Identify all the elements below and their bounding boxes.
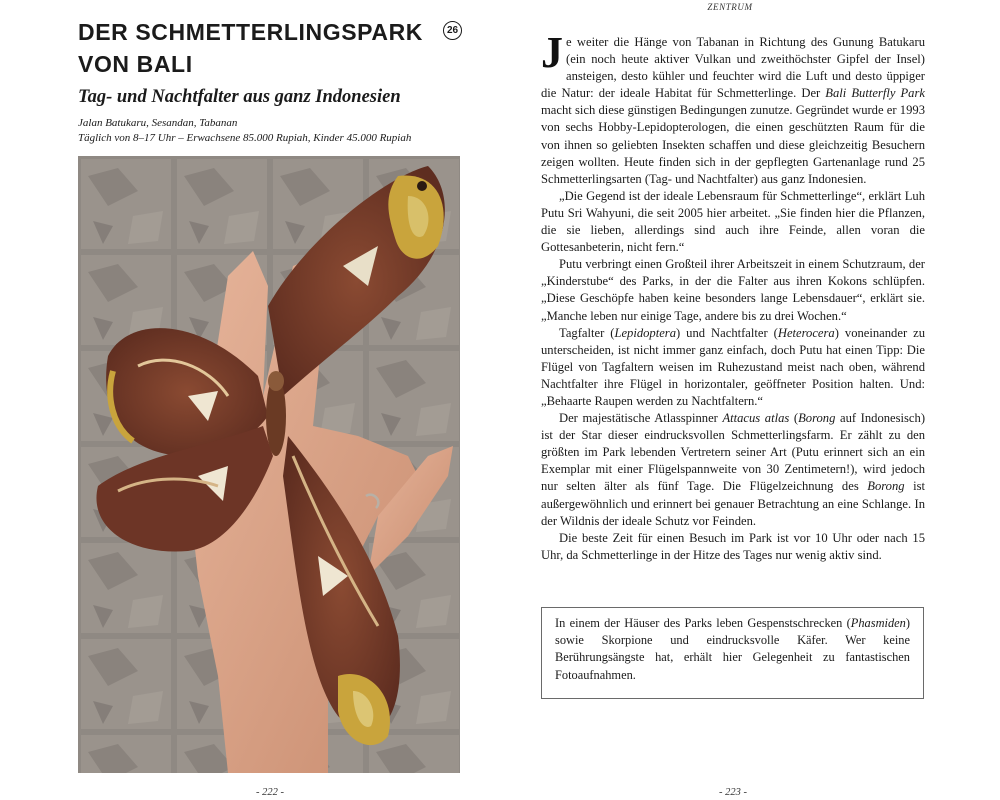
text-run: In einem der Häuser des Parks leben Gespenstschrecken ( (555, 616, 851, 630)
italic-text-run: Phasmiden (850, 616, 906, 630)
page-title: DER SCHMETTERLINGSPARK VON BALI (78, 19, 424, 77)
italic-text-run: Borong (867, 479, 905, 494)
hours-line: Täglich von 8–17 Uhr – Erwachsene 85.000 Rupiah, Kinder 45.000 Rupiah (78, 131, 412, 144)
page-number-left: - 222 - (256, 787, 284, 798)
text-run: „Die Gegend ist der ideale Lebensraum für Schmetterlinge“, erklärt Luh Putu Sri Wahyuni, die seit 2005 hier arbeitet. „Sie finden hier die Pflanzen, die sie lieben, allerdings sind auch ihre Feinde, allen voran die Gottesanbeterin, nicht fern.“ (541, 188, 925, 255)
article-body (541, 28, 926, 564)
text-run: ) sowie Skorpione und eindrucksvolle Käfer. Wer keine Berührungsängste hat, erhält hier Gelegenheit zu fantastischen Fotoaufnahmen. (555, 616, 910, 682)
italic-text-run: Heterocera (777, 325, 835, 340)
info-box (541, 607, 924, 699)
text-run: Putu verbringt einen Großteil ihrer Arbeitszeit in einem Schutzraum, der „Kinderstube“ des Parks, in der die Falter aus ihren Kokons schlüpfen. „Diese Geschöpfe haben keine besonders lange Lebensdauer“, erklärt sie. „Manche leben nur einige Tage, andere bis zu drei Wochen.“ (541, 257, 925, 323)
body-paragraph (541, 28, 925, 188)
text-run: Tagfalter ( (559, 325, 615, 340)
text-run: ) und Nachtfalter ( (676, 325, 778, 340)
body-paragraph (541, 530, 925, 564)
text-run: ) voneinander zu unterscheiden, ist nicht immer ganz einfach, doch Putu hat einen Tipp: Die Flügel von Tagfaltern weisen im Ruhezustand meist nach oben, während Nachtfalter ihre Flügel in horizontaler, geöffneter Position halten. Und: „Behaarte Raupen werden zu Nachtfaltern.“ (541, 325, 926, 408)
text-run: macht sich diese günstigen Bedingungen zunutze. Gegründet wurde er 1993 von sechs Hobby-Lepidopterologen, die einen geschützten Raum für die von ihnen so geliebten Insekten schaffen und diese gleichzeitig Besuchern zeigen wollten. Heute finden sich in der gepflegten Gartenanlage rund 25 Schmetterlingsarten (Tag- und Nachtfalter) aus ganz Indonesien. (541, 103, 925, 186)
text-run: ( (789, 411, 799, 426)
text-run: Die beste Zeit für einen Besuch im Park ist vor 10 Uhr oder nach 15 Uhr, da Schmetterlinge in der Hitze des Tages nur wenig aktiv sind. (541, 530, 925, 562)
text-run: e weiter die Hänge von Tabanan in Richtung des Gunung Batukaru (ein noch heute aktiver Vulkan und zweithöchster Gipfel der Insel) ansteigen, desto kühler und feuchter wird die Luft und desto üppiger die Natur: der ideale Habitat für Schmetterlinge. Der (541, 35, 925, 101)
italic-text-run: Attacus atlas (722, 411, 790, 426)
moth-on-hand-illustration (78, 156, 460, 773)
page-number-right: - 223 - (719, 787, 747, 798)
text-run: auf Indonesisch) ist der Star dieser eindrucksvollen Schmetterlingsfarm. Er zählt zu den größten im Park lebenden Vertretern seiner Art (Putu erinnert sich an ein Exemplar mit einer Flügelspannweite von 30 Zentimetern!), wird jedoch nur selten älter als fünf Tage. Die Flügelzeichnung des (541, 411, 926, 494)
drop-cap: J (541, 28, 563, 77)
page-subtitle: Tag- und Nachtfalter aus ganz Indonesien (78, 87, 401, 107)
italic-text-run: Lepidoptera (614, 325, 677, 340)
atlas-moth-photo (78, 156, 460, 773)
body-paragraph (541, 188, 925, 256)
section-label: ZENTRUM (707, 2, 753, 12)
italic-text-run: Bali Butterfly Park (825, 86, 925, 101)
address-line: Jalan Batukaru, Sesandan, Tabanan (78, 117, 238, 129)
text-run: Der majestätische Atlasspinner (559, 411, 723, 426)
text-run: ist außergewöhnlich und erinnert bei genauer Betrachtung an eine Schlange. In der Wildnis der ideale Schutz vor Feinden. (541, 479, 925, 528)
body-paragraph (541, 325, 925, 410)
entry-number-badge: 26 (443, 21, 462, 40)
info-block (78, 116, 468, 145)
italic-text-run: Borong (798, 411, 836, 426)
body-paragraph (541, 410, 925, 530)
body-paragraph (541, 256, 925, 324)
